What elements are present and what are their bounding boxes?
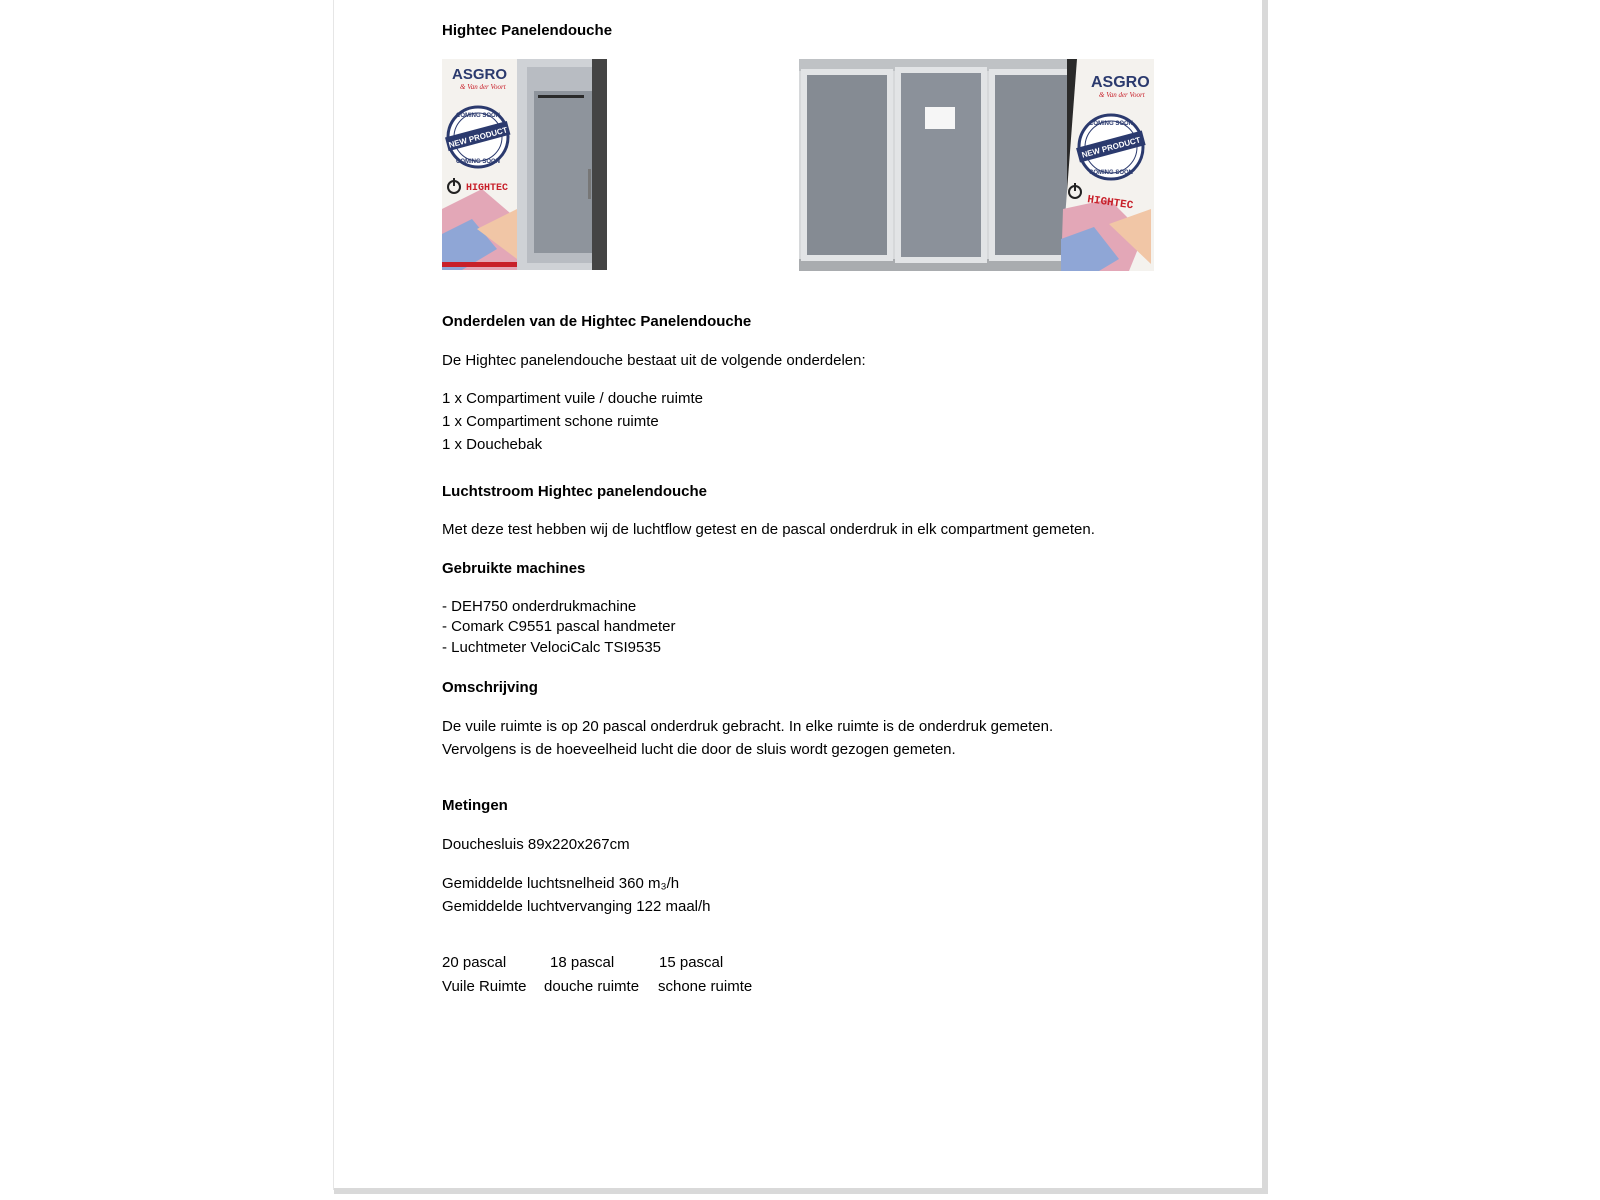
machines-heading: Gebruikte machines (442, 560, 586, 577)
banner-subbrand-right: & Van der Voort (1099, 91, 1145, 99)
pressure-room: douche ruimte (544, 978, 640, 995)
page-shadow (1262, 0, 1268, 1192)
banner-subbrand-left: & Van der Voort (460, 83, 506, 91)
machine-item: - Comark C9551 pascal handmeter (442, 618, 676, 635)
parts-item: 1 x Compartiment vuile / douche ruimte (442, 390, 703, 407)
stamp-mid-left: NEW PRODUCT (447, 125, 509, 150)
stamp-top-left: COMING SOON (455, 113, 501, 119)
pressure-value: 20 pascal (442, 954, 507, 971)
measurement-dimensions: Douchesluis 89x220x267cm (442, 836, 630, 853)
pressure-value: 18 pascal (550, 954, 615, 971)
pressure-value: 15 pascal (659, 954, 724, 971)
banner-brand-left: ASGRO (452, 66, 508, 83)
document-page (334, 0, 1262, 1188)
description-heading: Omschrijving (442, 679, 538, 696)
description-line: De vuile ruimte is op 20 pascal onderdruk gebracht. In elke ruimte is de onderdruk gemeten. (442, 718, 1054, 735)
document-title: Hightec Panelendouche (442, 22, 613, 39)
machine-item: - DEH750 onderdrukmachine (442, 598, 637, 615)
pressure-room: schone ruimte (658, 978, 753, 995)
parts-intro: De Hightec panelendouche bestaat uit de volgende onderdelen: (442, 352, 866, 369)
parts-item: 1 x Compartiment schone ruimte (442, 413, 659, 430)
stamp-bottom-left: COMING SOON (455, 159, 501, 165)
measurement-airspeed: Gemiddelde luchtsnelheid 360 m₃/h (442, 875, 680, 892)
cabin-photo-left-graphic (442, 59, 607, 270)
parts-heading: Onderdelen van de Hightec Panelendouche (442, 313, 752, 330)
description-line: Vervolgens is de hoeveelheid lucht die door de sluis wordt gezogen gemeten. (442, 741, 956, 758)
panel-unit-photo-right (799, 59, 1154, 271)
measurement-air-exchange: Gemiddelde luchtvervanging 122 maal/h (442, 898, 711, 915)
stamp-bottom-right: COMING SOON (1088, 170, 1134, 176)
measurements-heading: Metingen (442, 797, 508, 814)
panel-unit-photo-right-graphic (799, 59, 1154, 271)
cabin-photo-left (442, 59, 607, 270)
pressure-room: Vuile Ruimte (442, 978, 527, 995)
banner-product-left: HIGHTEC (466, 183, 509, 194)
page-shadow-bottom (334, 1188, 1268, 1194)
parts-item: 1 x Douchebak (442, 436, 543, 453)
airflow-text: Met deze test hebben wij de luchtflow getest en de pascal onderdruk in elk compartment gemeten. (442, 521, 1095, 538)
stamp-mid-right: NEW PRODUCT (1080, 135, 1142, 160)
banner-brand-right: ASGRO (1091, 74, 1150, 91)
machine-item: - Luchtmeter VelociCalc TSI9535 (442, 639, 662, 656)
stamp-top-right: COMING SOON (1088, 121, 1134, 127)
banner-product-right: HIGHTEC (1086, 194, 1134, 213)
airflow-heading: Luchtstroom Hightec panelendouche (442, 483, 708, 500)
